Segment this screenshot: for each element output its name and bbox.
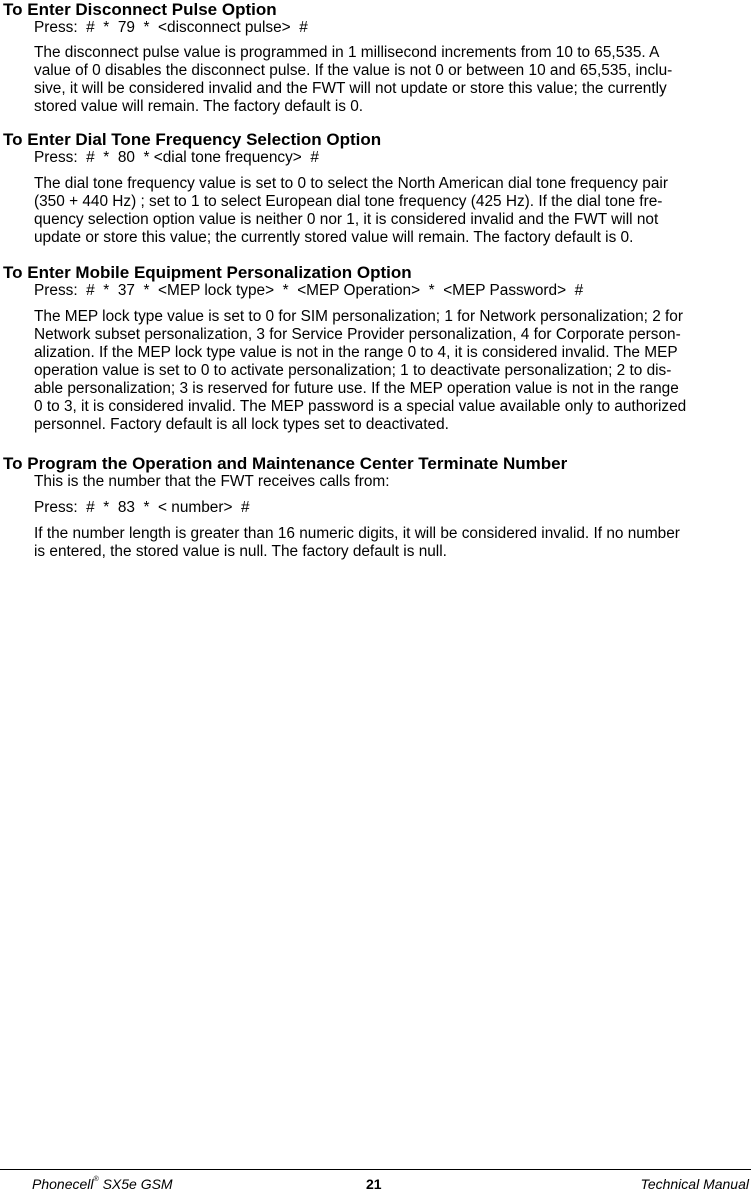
section-heading: To Enter Mobile Equipment Personalization Option	[3, 263, 412, 282]
press-sequence: Press: # * 80 * <dial tone frequency> #	[34, 149, 319, 166]
product-model: SX5e GSM	[102, 1176, 173, 1192]
paragraph-line: The MEP lock type value is set to 0 for SIM personalization; 1 for Network personalization; 2 for	[34, 308, 683, 325]
section-disconnect-pulse	[0, 0, 746, 116]
section-dial-tone-frequency	[0, 130, 746, 247]
section-paragraph	[34, 308, 746, 434]
footer-product	[32, 1176, 173, 1192]
paragraph-line: stored value will remain. The factory default is 0.	[34, 98, 364, 115]
paragraph-line: If the number length is greater than 16 numeric digits, it will be considered invalid. If no number	[34, 525, 680, 542]
product-name: Phonecell	[32, 1176, 94, 1192]
press-sequence: Press: # * 83 * < number> #	[34, 499, 250, 516]
press-sequence: Press: # * 79 * <disconnect pulse> #	[34, 19, 308, 36]
section-heading: To Enter Disconnect Pulse Option	[3, 0, 277, 19]
press-sequence: Press: # * 37 * <MEP lock type> * <MEP Operation> * <MEP Password> #	[34, 282, 584, 299]
paragraph-line: (350 + 440 Hz) ; set to 1 to select European dial tone frequency (425 Hz). If the dial tone fre-	[34, 193, 663, 210]
paragraph-line: alization. If the MEP lock type value is not in the range 0 to 4, it is considered invalid. The MEP	[34, 344, 678, 361]
paragraph-line: is entered, the stored value is null. The factory default is null.	[34, 543, 447, 560]
section-paragraph	[34, 44, 746, 116]
manual-title: Technical Manual	[640, 1176, 749, 1192]
page-footer	[0, 1176, 751, 1192]
section-paragraph	[34, 175, 746, 247]
paragraph-line: The dial tone frequency value is set to 0 to select the North American dial tone frequency pair	[34, 175, 668, 192]
section-intro: This is the number that the FWT receives calls from:	[34, 473, 390, 490]
paragraph-line: personnel. Factory default is all lock types set to deactivated.	[34, 416, 449, 433]
registered-mark: ®	[93, 1176, 99, 1183]
section-paragraph	[34, 525, 746, 561]
section-mobile-equipment-personalization	[0, 263, 746, 434]
paragraph-line: Network subset personalization, 3 for Service Provider personalization, 4 for Corporate person-	[34, 326, 681, 343]
paragraph-line: 0 to 3, it is considered invalid. The MEP password is a special value available only to authorized	[34, 398, 687, 415]
paragraph-line: sive, it will be considered invalid and the FWT will not update or store this value; the currently	[34, 80, 667, 97]
paragraph-line: able personalization; 3 is reserved for future use. If the MEP operation value is not in the range	[34, 380, 679, 397]
page-number: 21	[366, 1176, 382, 1192]
section-heading: To Program the Operation and Maintenance Center Terminate Number	[3, 454, 568, 473]
footer-divider	[0, 1169, 751, 1170]
paragraph-line: quency selection option value is neither 0 nor 1, it is considered invalid and the FWT will not	[34, 211, 659, 228]
paragraph-line: value of 0 disables the disconnect pulse. If the value is not 0 or between 10 and 65,535, inclu-	[34, 62, 673, 79]
section-omc-terminate-number	[0, 454, 746, 561]
paragraph-line: operation value is set to 0 to activate personalization; 1 to deactivate personalization; 2 to dis-	[34, 362, 672, 379]
section-heading: To Enter Dial Tone Frequency Selection Option	[3, 130, 382, 149]
paragraph-line: update or store this value; the currently stored value will remain. The factory default is 0.	[34, 229, 634, 246]
paragraph-line: The disconnect pulse value is programmed in 1 millisecond increments from 10 to 65,535. A	[34, 44, 660, 61]
